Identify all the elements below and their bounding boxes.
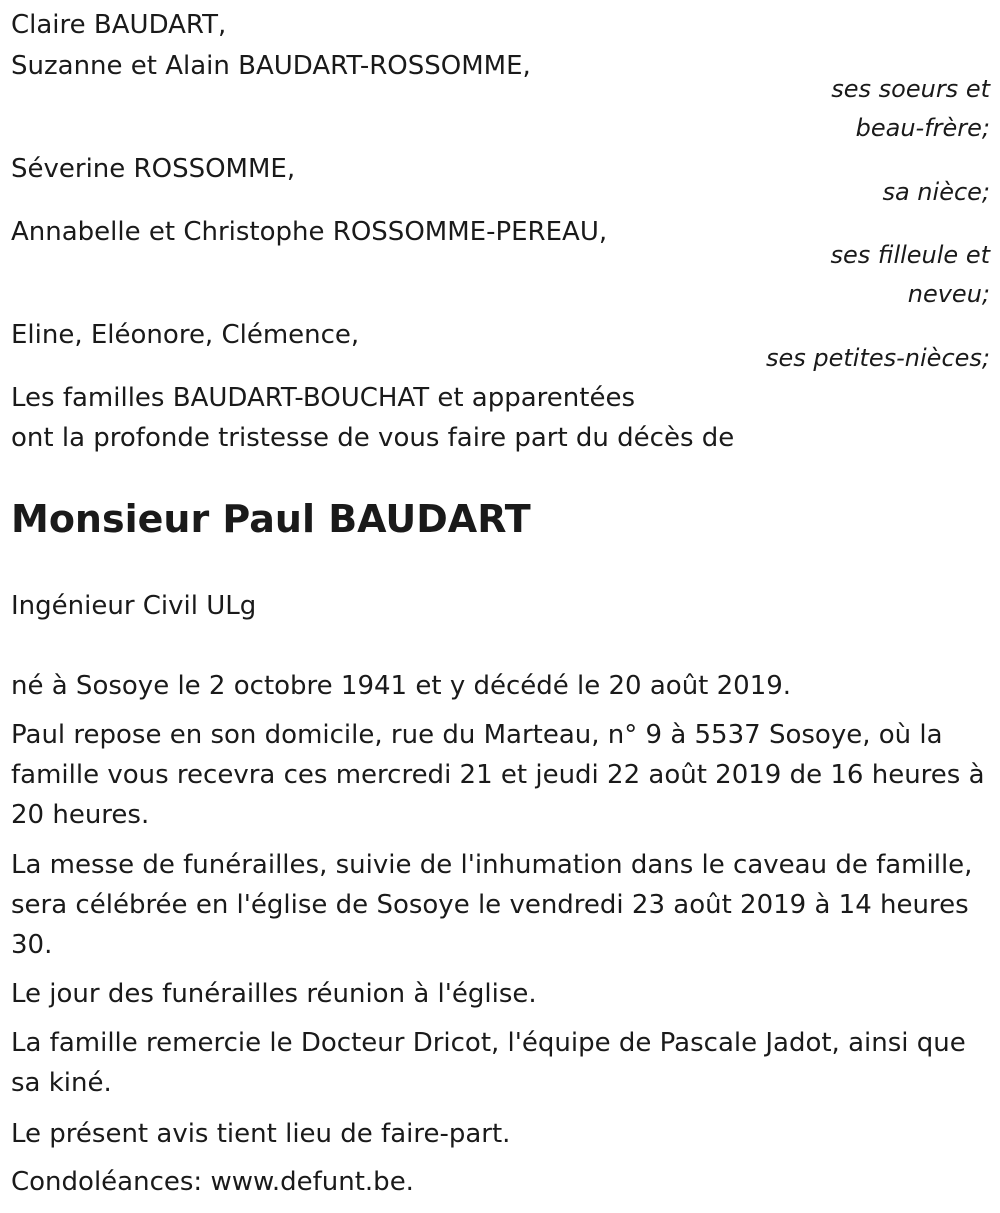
family-member-suzanne-alain: Suzanne et Alain BAUDART-ROSSOMME, — [11, 51, 531, 81]
notice-line: Le présent avis tient lieu de faire-part. — [11, 1119, 511, 1149]
relation-nephew: neveu; — [907, 280, 990, 308]
family-member-severine: Séverine ROSSOMME, — [11, 154, 296, 184]
family-member-claire: Claire BAUDART, — [11, 10, 227, 40]
family-member-grandnieces: Eline, Eléonore, Clémence, — [11, 320, 360, 350]
thanks-paragraph: La famille remercie le Docteur Dricot, l'équipe de Pascale Jadot, ainsi que sa kiné. — [11, 1028, 966, 1098]
deceased-profession: Ingénieur Civil ULg — [11, 591, 257, 621]
relation-sisters: ses soeurs et — [831, 75, 990, 103]
relation-grandnieces: ses petites-nièces; — [765, 344, 990, 372]
families-line: Les familles BAUDART-BOUCHAT et apparentées — [11, 383, 635, 413]
relation-niece: sa nièce; — [882, 178, 990, 206]
relation-goddaughter: ses filleule et — [830, 241, 990, 269]
rest-paragraph: Paul repose en son domicile, rue du Marteau, n° 9 à 5537 Sosoye, où la famille vous recevra ces mercredi 21 et jeudi 22 août 2019 de 16 heures à 20 heures. — [11, 720, 985, 830]
meeting-line: Le jour des funérailles réunion à l'église. — [11, 979, 537, 1009]
family-member-annabelle-christophe: Annabelle et Christophe ROSSOMME-PEREAU, — [11, 217, 608, 247]
deceased-name: Monsieur Paul BAUDART — [11, 497, 531, 541]
announcement-line: ont la profonde tristesse de vous faire part du décès de — [11, 423, 735, 453]
condolences-line: Condoléances: www.defunt.be. — [11, 1167, 414, 1197]
mass-paragraph: La messe de funérailles, suivie de l'inhumation dans le caveau de famille, sera célébrée en l'église de Sosoye le vendredi 23 août 2019 à 14 heures 30. — [11, 850, 973, 960]
relation-brother-in-law: beau-frère; — [855, 114, 990, 142]
birth-death-line: né à Sosoye le 2 octobre 1941 et y décédé le 20 août 2019. — [11, 671, 792, 701]
